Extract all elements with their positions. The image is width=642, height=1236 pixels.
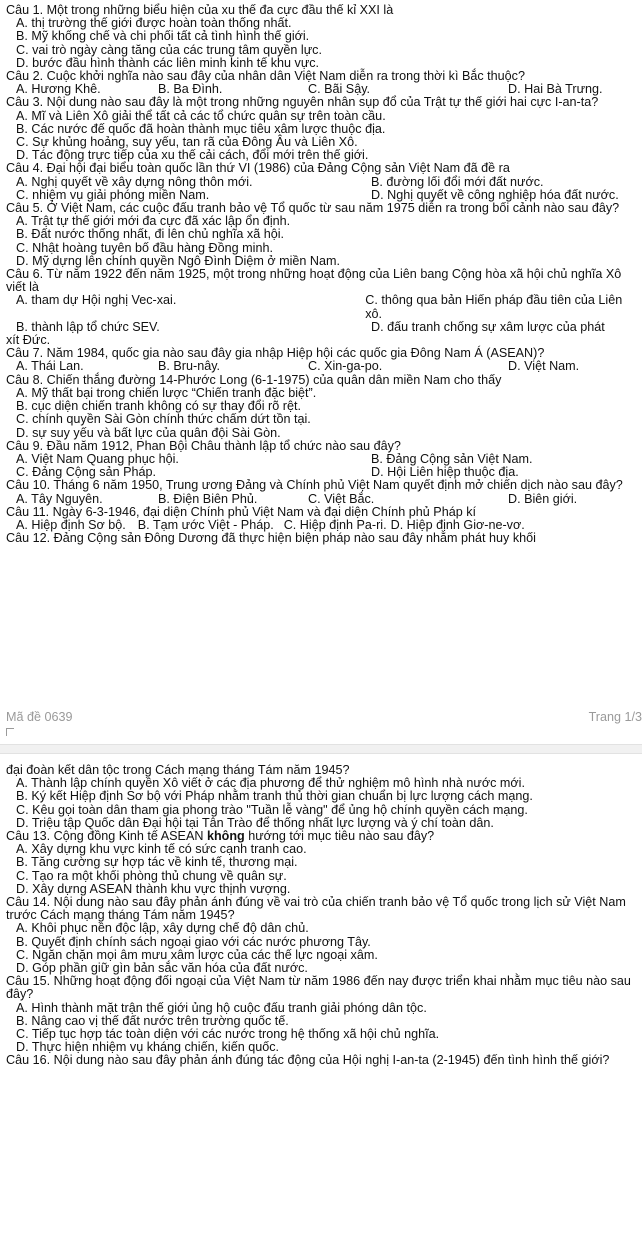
question-1 [6, 4, 638, 70]
option-c: C. Tạo ra một khối phòng thủ chung về quân sự. [16, 868, 287, 883]
option-c: C. thông qua bản Hiến pháp đầu tiên của Liên xô. [365, 293, 623, 321]
option-c: C. Nhật hoàng tuyên bố đầu hàng Đồng minh. [16, 240, 273, 255]
options-row [6, 493, 638, 506]
option-a: A. Mĩ và Liên Xô giải thể tất cả các tổ chức quân sự trên toàn cầu. [16, 108, 386, 123]
option-d-continued: xít Đức. [6, 333, 51, 348]
options-row [6, 176, 638, 189]
option-b: B. Các nước đế quốc đã hoàn thành mục tiêu xâm lược thuộc địa. [16, 121, 386, 136]
question-stem: Câu 7. Năm 1984, quốc gia nào sau đây gia nhập Hiệp hội các quốc gia Đông Nam Á (ASEAN)? [6, 346, 545, 361]
page-corner-mark [6, 728, 14, 736]
option-b: B. Nâng cao vị thế đất nước trên trường quốc tế. [16, 1013, 289, 1028]
option-d: D. Hiệp định Giơ-ne-vơ. [390, 517, 525, 532]
question-stem: Câu 8. Chiến thắng đường 14-Phước Long (6-1-1975) của quân dân miền Nam cho thấy [6, 372, 502, 387]
question-4 [6, 162, 638, 202]
question-13 [6, 830, 638, 896]
question-5 [6, 202, 638, 268]
option-c: C. vai trò ngày càng tăng của các trung tâm quyền lực. [16, 42, 322, 57]
option-a: A. Việt Nam Quang phục hội. [16, 451, 179, 466]
option-c: C. Ngăn chặn mọi âm mưu xâm lược của các thế lực ngoại xâm. [16, 947, 378, 962]
question-3 [6, 96, 638, 162]
question-stem: Câu 6. Từ năm 1922 đến năm 1925, một trong những hoạt động của Liên bang Cộng hòa xã hội chủ nghĩa Xô viết là [6, 267, 622, 295]
question-9 [6, 440, 638, 480]
option-b: B. đường lối đổi mới đất nước. [371, 174, 544, 189]
question-11 [6, 506, 638, 532]
option-a: A. tham dự Hội nghị Vec-xai. [16, 293, 177, 308]
question-14 [6, 896, 638, 975]
option-d: D. Hội Liên hiệp thuộc địa. [371, 465, 519, 480]
option-d: D. Hai Bà Trưng. [508, 82, 603, 97]
page-footer [6, 711, 642, 727]
option-b: B. cục diện chiến tranh không có sự thay đổi rõ rệt. [16, 399, 301, 414]
stem-part: Câu 13. Cộng đồng Kinh tế ASEAN [6, 829, 207, 844]
question-2 [6, 70, 638, 96]
option-c: C. Kêu gọi toàn dân tham gia phong trào "Tuần lễ vàng" để ủng hộ chính quyền cách mạng. [16, 802, 528, 817]
option-a: A. Khôi phục nền độc lập, xây dựng chế độ dân chủ. [16, 921, 309, 936]
option-d: D. bước đầu hình thành các liên minh kinh tế khu vực. [16, 55, 320, 70]
option-d: D. Triệu tập Quốc dân Đại hội tại Tân Trào để thống nhất lực lượng và ý chí toàn dân. [16, 815, 494, 830]
option-b: B. Tạm ước Việt - Pháp. [137, 517, 274, 532]
option-c: C. Tiếp tục hợp tác toàn diện với các nước trong hệ thống xã hội chủ nghĩa. [16, 1027, 440, 1042]
question-stem: Câu 5. Ở Việt Nam, các cuộc đấu tranh bảo vệ Tổ quốc từ sau năm 1975 diễn ra trong bối cảnh nào sau đây? [6, 201, 620, 216]
options-row [6, 294, 638, 320]
option-b: B. thành lập tổ chức SEV. [16, 319, 160, 334]
option-c: C. chính quyền Sài Gòn chính thức chấm dứt tồn tại. [16, 412, 311, 427]
question-7 [6, 347, 638, 373]
option-d: D. Nghị quyết về công nghiệp hóa đất nước. [371, 187, 619, 202]
option-a: A. Trật tự thế giới mới đa cực đã xác lập ổn định. [16, 214, 291, 229]
option-c: C. nhiệm vụ giải phóng miền Nam. [16, 187, 210, 202]
option-a: A. Tây Nguyên. [16, 491, 103, 506]
option-a: A. Nghị quyết về xây dựng nông thôn mới. [16, 174, 253, 189]
option-b: B. Quyết định chính sách ngoại giao với các nước phương Tây. [16, 934, 371, 949]
question-stem: Câu 11. Ngày 6-3-1946, đại diện Chính phủ Việt Nam và đại diện Chính phủ Pháp kí [6, 504, 477, 519]
option-a: A. Thành lập chính quyền Xô viết ở các địa phương để thử nghiệm mô hình nhà nước mới. [16, 776, 525, 791]
option-d: D. đấu tranh chống sự xâm lược của phát [371, 319, 605, 334]
question-stem: Câu 9. Đầu năm 1912, Phan Bội Châu thành lập tổ chức nào sau đây? [6, 438, 401, 453]
option-b: B. Đảng Cộng sản Việt Nam. [371, 451, 533, 466]
option-d: D. Mỹ dựng lên chính quyền Ngô Đình Diệm ở miền Nam. [16, 253, 340, 268]
question-stem: Câu 15. Những hoạt động đối ngoại của Việt Nam từ năm 1986 đến nay được triển khai nhằm mục tiêu nào sau đây? [6, 974, 631, 1002]
exam-page-2 [0, 754, 642, 1236]
question-stem: Câu 14. Nội dung nào sau đây phản ánh đúng về vai trò của chiến tranh bảo vệ Tổ quốc trong lịch sử Việt Nam trước Cách mạng tháng Tám năm 1945? [6, 895, 626, 923]
option-b: B. Ký kết Hiệp định Sơ bộ với Pháp nhằm tranh thủ thời gian chuẩn bị lực lượng cách mạng. [16, 789, 533, 804]
question-15 [6, 975, 638, 1054]
question-stem: Câu 3. Nội dung nào sau đây là một trong những nguyên nhân sụp đổ của Trật tự thế giới hai cực I-an-ta? [6, 95, 599, 110]
option-a: A. Hiệp định Sơ bộ. [16, 517, 126, 532]
stem-emphasis: không [206, 829, 245, 844]
page-separator [0, 744, 642, 754]
option-a: A. Hình thành mặt trận thế giới ủng hộ cuộc đấu tranh giải phóng dân tộc. [16, 1000, 427, 1015]
option-a: A. thị trường thế giới được hoàn toàn thống nhất. [16, 16, 292, 31]
option-c: C. Sự khủng hoảng, suy yếu, tan rã của Đông Âu và Liên Xô. [16, 135, 358, 150]
option-b: B. Đất nước thống nhất, đi lên chủ nghĩa xã hội. [16, 227, 285, 242]
option-d: D. Xây dựng ASEAN thành khu vực thịnh vượng. [16, 881, 291, 896]
options-row [6, 321, 638, 334]
option-c: C. Hiệp định Pa-ri. [283, 517, 387, 532]
question-10 [6, 479, 638, 505]
option-b: B. Bru-nây. [158, 359, 221, 374]
option-d: D. Việt Nam. [508, 359, 580, 374]
option-d: D. Góp phần giữ gìn bản sắc văn hóa của đất nước. [16, 961, 308, 976]
question-stem: Câu 10. Tháng 6 năm 1950, Trung ương Đảng và Chính phủ Việt Nam quyết định mở chiến dịch nào sau đây? [6, 478, 623, 493]
question-16 [6, 1054, 638, 1067]
question-6 [6, 268, 638, 347]
option-c: C. Bãi Sậy. [308, 82, 371, 97]
question-8 [6, 374, 638, 440]
option-d: D. sự suy yếu và bất lực của quân đội Sài Gòn. [16, 425, 281, 440]
question-stem: Câu 16. Nội dung nào sau đây phản ánh đúng tác động của Hội nghị I-an-ta (2-1945) đến tình hình thế giới? [6, 1053, 610, 1068]
question-12-continued [6, 764, 638, 830]
question-stem: Câu 12. Đảng Cộng sản Đông Dương đã thực hiện biện pháp nào sau đây nhằm phát huy khối [6, 531, 536, 546]
question-stem: Câu 4. Đại hội đại biểu toàn quốc lần thứ VI (1986) của Đảng Cộng sản Việt Nam đã đề ra [6, 161, 510, 176]
option-c: C. Xin-ga-po. [308, 359, 383, 374]
exam-code: Mã đề 0639 [6, 710, 73, 724]
page-number: Trang 1/3 [588, 710, 642, 724]
question-stem: Câu 2. Cuộc khởi nghĩa nào sau đây của nhân dân Việt Nam diễn ra trong thời kì Bắc thuộc? [6, 69, 525, 84]
stem-part: hướng tới mục tiêu nào sau đây? [244, 829, 435, 844]
option-b: B. Tăng cường sự hợp tác về kinh tế, thương mại. [16, 855, 298, 870]
option-b: B. Mỹ khống chế và chi phối tất cả tình hình thế giới. [16, 29, 310, 44]
option-c: C. Đảng Cộng sản Pháp. [16, 465, 157, 480]
option-c: C. Việt Bắc. [308, 491, 375, 506]
question-12 [6, 532, 638, 545]
options-row [6, 360, 638, 373]
option-a: A. Thái Lan. [16, 359, 84, 374]
question-stem: đại đoàn kết dân tộc trong Cách mạng tháng Tám năm 1945? [6, 763, 350, 777]
option-a: A. Hương Khê. [16, 82, 101, 97]
option-b: B. Điện Biên Phủ. [158, 491, 258, 506]
option-a: A. Xây dựng khu vực kinh tế có sức cạnh tranh cao. [16, 842, 307, 857]
option-d: D. Tác động trực tiếp của xu thế cải cách, đổi mới trên thế giới. [16, 148, 369, 163]
option-d: D. Biên giới. [508, 491, 578, 506]
option-b: B. Ba Đình. [158, 82, 223, 97]
question-stem: Câu 1. Một trong những biểu hiện của xu thế đa cực đầu thế kỉ XXI là [6, 3, 394, 17]
option-d: D. Thực hiện nhiệm vụ kháng chiến, kiến quốc. [16, 1040, 280, 1055]
option-a: A. Mỹ thất bại trong chiến lược “Chiến tranh đặc biệt”. [16, 385, 317, 400]
